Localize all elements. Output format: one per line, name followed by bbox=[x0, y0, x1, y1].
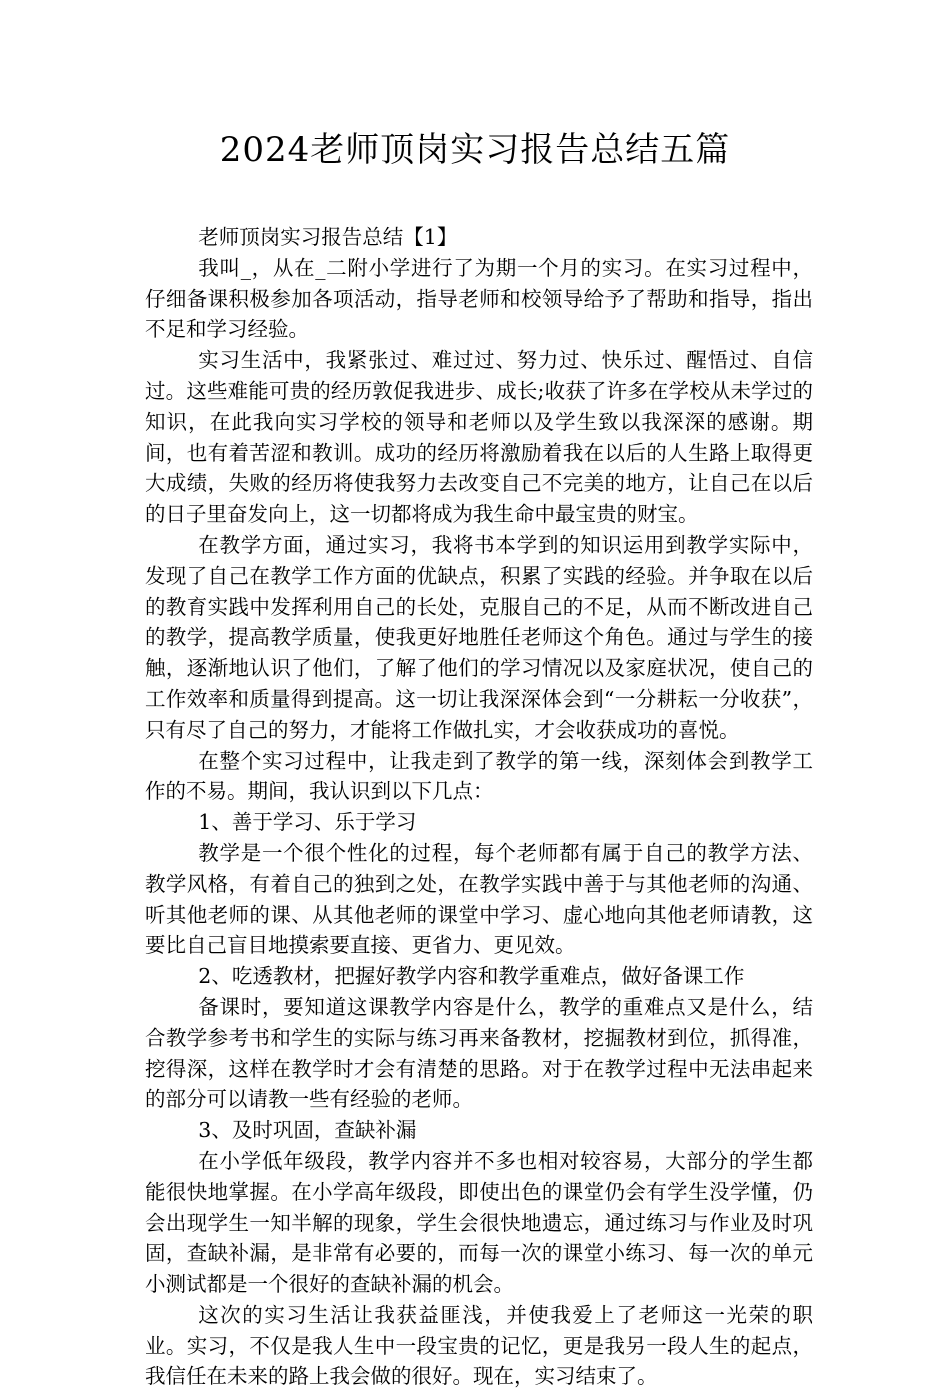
paragraph: 我叫_，从在_二附小学进行了为期一个月的实习。在实习过程中，仔细备课积极参加各项活动，指导老师和校领导给予了帮助和指导，指出不足和学习经验。 bbox=[145, 255, 813, 342]
document-title: 2024老师顶岗实习报告总结五篇 bbox=[219, 130, 731, 170]
list-heading: 1、善于学习、乐于学习 bbox=[198, 810, 417, 835]
paragraph: 这次的实习生活让我获益匪浅，并使我爱上了老师这一光荣的职业。实习，不仅是我人生中一段宝贵的记忆，更是我另一段人生的起点，我信任在未来的路上我会做的很好。现在，实习结束了。 bbox=[145, 1302, 813, 1389]
document-body bbox=[145, 222, 813, 1392]
section-heading: 老师顶岗实习报告总结【1】 bbox=[198, 225, 458, 249]
paragraph: 备课时，要知道这课教学内容是什么，教学的重难点又是什么，结合教学参考书和学生的实际与练习再来备教材，挖掘教材到位，抓得准，挖得深，这样在教学时才会有清楚的思路。对于在教学过程中无法串起来的部分可以请教一些有经验的老师。 bbox=[145, 994, 813, 1112]
paragraph: 在整个实习过程中，让我走到了教学的第一线，深刻体会到教学工作的不易。期间，我认识到以下几点： bbox=[145, 748, 813, 804]
paragraph: 实习生活中，我紧张过、难过过、努力过、快乐过、醒悟过、自信过。这些难能可贵的经历敦促我进步、成长;收获了许多在学校从未学过的知识，在此我向实习学校的领导和老师以及学生致以我深深的感谢。期间，也有着苦涩和教训。成功的经历将激励着我在以后的人生路上取得更大成绩，失败的经历将使我努力去改变自己不完美的地方，让自己在以后的日子里奋发向上，这一切都将成为我生命中最宝贵的财宝。 bbox=[145, 348, 813, 527]
list-heading: 3、及时巩固，查缺补漏 bbox=[198, 1118, 417, 1143]
paragraph: 在教学方面，通过实习，我将书本学到的知识运用到教学实际中，发现了自己在教学工作方面的优缺点，积累了实践的经验。并争取在以后的教育实践中发挥利用自己的长处，克服自己的不足，从而不断改进自己的教学，提高教学质量，使我更好地胜任老师这个角色。通过与学生的接触，逐渐地认识了他们，了解了他们的学习情况以及家庭状况，使自己的工作效率和质量得到提高。这一切让我深深体会到“一分耕耘一分收获”，只有尽了自己的努力，才能将工作做扎实，才会收获成功的喜悦。 bbox=[145, 532, 813, 742]
list-heading: 2、吃透教材，把握好教学内容和教学重难点，做好备课工作 bbox=[198, 964, 745, 989]
paragraph: 教学是一个很个性化的过程，每个老师都有属于自己的教学方法、教学风格，有着自己的独到之处，在教学实践中善于与其他老师的沟通、听其他老师的课、从其他老师的课堂中学习、虚心地向其他老师请教，这要比自己盲目地摸索要直接、更省力、更见效。 bbox=[145, 840, 813, 958]
paragraph: 在小学低年级段，教学内容并不多也相对较容易，大部分的学生都能很快地掌握。在小学高年级段，即使出色的课堂仍会有学生没学懂，仍会出现学生一知半解的现象，学生会很快地遗忘，通过练习与作业及时巩固，查缺补漏，是非常有必要的，而每一次的课堂小练习、每一次的单元小测试都是一个很好的查缺补漏的机会。 bbox=[145, 1148, 813, 1297]
